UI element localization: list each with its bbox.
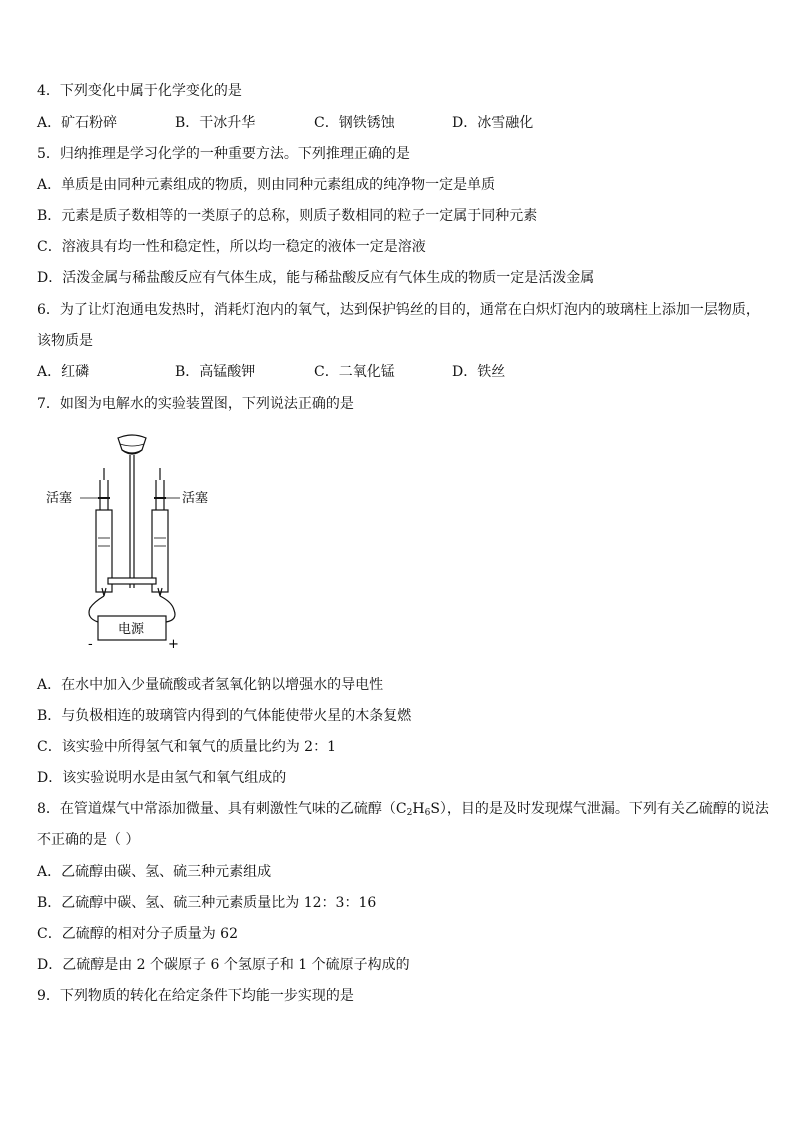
- q8-formula-h: H: [412, 801, 425, 817]
- q8-formula-sub2: 6: [424, 808, 431, 818]
- q8-stem-line1: [37, 799, 769, 823]
- q8-stem-line2: 不正确的是（ ）: [37, 832, 140, 848]
- q6-option-a: A．红磷: [37, 364, 90, 380]
- q5-stem: 5．归纳推理是学习化学的一种重要方法。下列推理正确的是: [37, 146, 410, 162]
- positive-terminal-label: +: [168, 637, 179, 652]
- q8-option-a: A．乙硫醇由碳、氢、硫三种元素组成: [37, 864, 272, 880]
- q8-option-b: B．乙硫醇中碳、氢、硫三种元素质量比为 12：3：16: [37, 895, 377, 911]
- q6-stem-line1: 6．为了让灯泡通电发热时，消耗灯泡内的氧气，达到保护钨丝的目的，通常在白炽灯泡内的玻璃柱上添加一层物质，: [37, 302, 760, 318]
- q6-option-b: B．高锰酸钾: [175, 364, 256, 380]
- q9-stem: 9．下列物质的转化在给定条件下均能一步实现的是: [37, 988, 354, 1004]
- q6-stem-line2: 该物质是: [37, 333, 93, 349]
- q5-option-b: B．元素是质子数相等的一类原子的总称，则质子数相同的粒子一定属于同种元素: [37, 208, 538, 224]
- q8-option-c: C．乙硫醇的相对分子质量为 62: [37, 926, 238, 942]
- left-stopcock-label: 活塞: [46, 491, 73, 506]
- q4-stem: 4．下列变化中属于化学变化的是: [37, 83, 242, 99]
- q6-option-c: C．二氧化锰: [314, 364, 395, 380]
- q7-option-c: C．该实验中所得氢气和氧气的质量比约为 2：1: [37, 739, 336, 755]
- q5-option-a: A．单质是由同种元素组成的物质，则由同种元素组成的纯净物一定是单质: [37, 177, 496, 193]
- q6-options: [37, 362, 757, 382]
- q4-options: [37, 113, 757, 133]
- q6-option-d: D．铁丝: [452, 364, 506, 380]
- q8-option-d: D．乙硫醇是由 2 个碳原子 6 个氢原子和 1 个硫原子构成的: [37, 957, 410, 973]
- negative-terminal-label: -: [88, 637, 93, 652]
- q7-option-b: B．与负极相连的玻璃管内得到的气体能使带火星的木条复燃: [37, 708, 412, 724]
- power-supply-label: 电源: [118, 622, 145, 637]
- q8-formula-sub1: 2: [406, 808, 413, 818]
- q8-stem-part1: 8．在管道煤气中常添加微量、具有刺激性气味的乙硫醇（C: [37, 801, 407, 817]
- q5-option-d: D．活泼金属与稀盐酸反应有气体生成，能与稀盐酸反应有气体生成的物质一定是活泼金属: [37, 270, 595, 286]
- q4-option-b: B．干冰升华: [175, 115, 256, 131]
- q5-option-c: C．溶液具有均一性和稳定性，所以均一稳定的液体一定是溶液: [37, 239, 426, 255]
- right-stopcock-label: 活塞: [182, 491, 209, 506]
- q7-stem: 7．如图为电解水的实验装置图，下列说法正确的是: [37, 396, 354, 412]
- q7-option-d: D．该实验说明水是由氢气和氧气组成的: [37, 770, 287, 786]
- electrolysis-apparatus-diagram: [40, 428, 230, 656]
- q4-option-c: C．钢铁锈蚀: [314, 115, 395, 131]
- q4-option-a: A．矿石粉碎: [37, 115, 118, 131]
- q7-option-a: A．在水中加入少量硫酸或者氢氧化钠以增强水的导电性: [37, 677, 384, 693]
- q4-option-d: D．冰雪融化: [452, 115, 534, 131]
- q8-stem-part2: S），目的是及时发现煤气泄漏。下列有关乙硫醇的说法: [430, 801, 769, 817]
